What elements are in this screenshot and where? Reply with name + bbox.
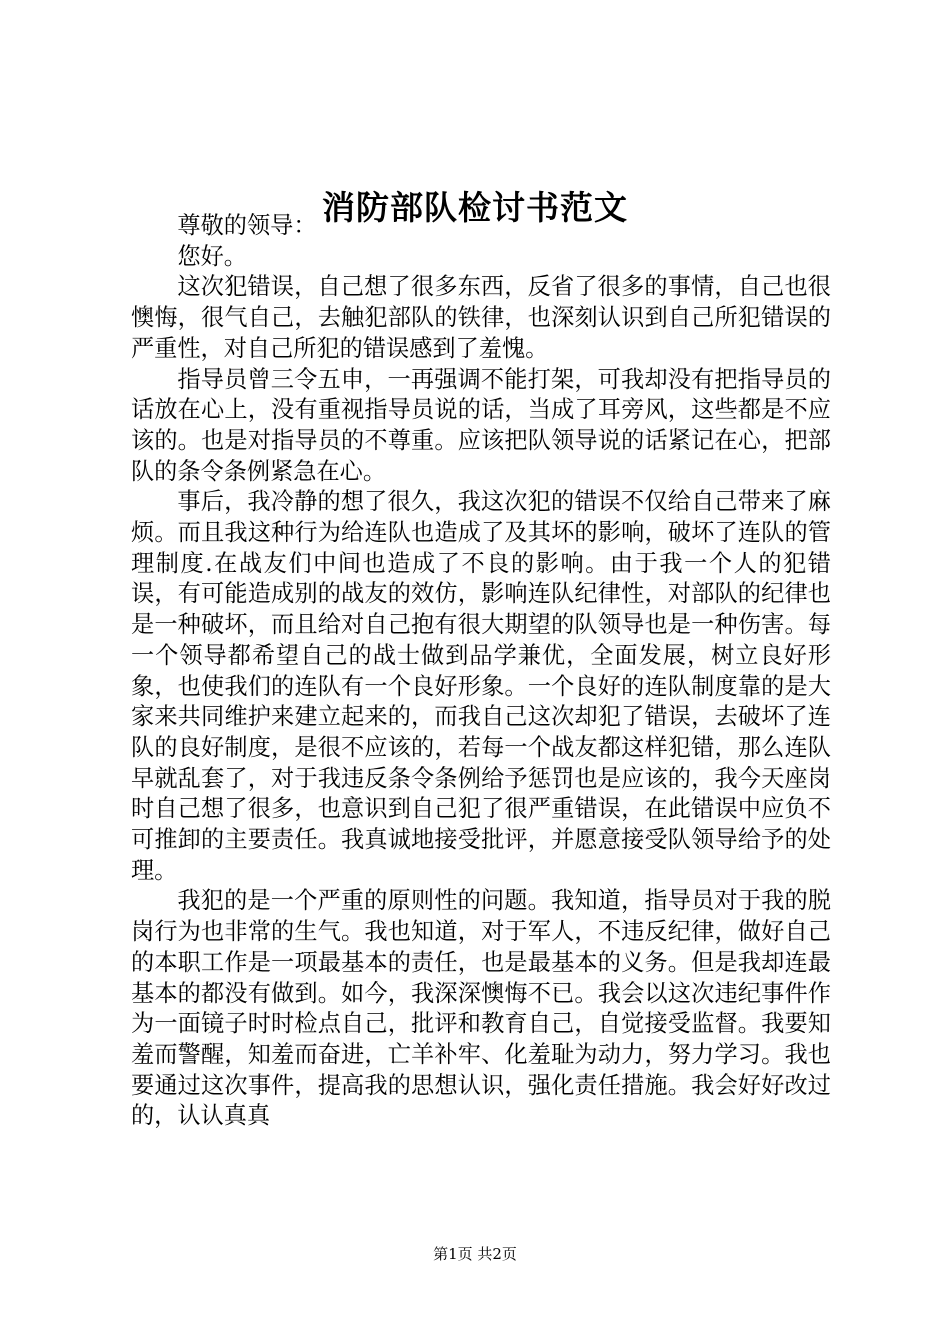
- paragraph: 这次犯错误，自己想了很多东西，反省了很多的事情，自己也很懊悔，很气自己，去触犯部队的铁律，也深刻认识到自己所犯错误的严重性，对自己所犯的错误感到了羞愧。: [131, 273, 831, 362]
- document-body: [131, 211, 831, 1132]
- paragraph-greeting: 您好。: [177, 242, 247, 270]
- paragraph: 指导员曾三令五申，一再强调不能打架，可我却没有把指导员的话放在心上，没有重视指导员说的话，当成了耳旁风，这些都是不应该的。也是对指导员的不尊重。应该把队领导说的话紧记在心，把部队的条令条例紧急在心。: [131, 365, 831, 485]
- paragraph-salutation: 尊敬的领导：: [177, 212, 317, 239]
- page-number: 第1页 共2页: [433, 1245, 517, 1263]
- paragraph: 事后，我冷静的想了很久，我这次犯的错误不仅给自己带来了麻烦。而且我这种行为给连队也造成了及其坏的影响，破坏了连队的管理制度.在战友们中间也造成了不良的影响。由于我一个人的犯错误，有可能造成别的战友的效仿，影响连队纪律性，对部队的纪律也是一种破坏，而且给对自己抱有很大期望的队领导也是一种伤害。每一个领导都希望自己的战士做到品学兼优，全面发展，树立良好形象，也使我们的连队有一个良好形象。一个良好的连队制度靠的是大家来共同维护来建立起来的，而我自己这次却犯了错误，去破坏了连队的良好制度，是很不应该的，若每一个战友都这样犯错，那么连队早就乱套了，对于我违反条令条例给予惩罚也是应该的，我今天座岗时自己想了很多，也意识到自己犯了很严重错误，在此错误中应负不可推卸的主要责任。我真诚地接受批评，并愿意接受队领导给予的处理。: [131, 488, 831, 884]
- paragraph: 我犯的是一个严重的原则性的问题。我知道，指导员对于我的脱岗行为也非常的生气。我也知道，对于军人，不违反纪律，做好自己的本职工作是一项最基本的责任，也是最基本的义务。但是我却连最基本的都没有做到。如今，我深深懊悔不已。我会以这次违纪事件作为一面镜子时时检点自己，批评和教育自己，自觉接受监督。我要知羞而警醒，知羞而奋进，亡羊补牢、化羞耻为动力，努力学习。我也要通过这次事件，提高我的思想认识，强化责任措施。我会好好改过的，认认真真: [131, 887, 831, 1130]
- document-title: 消防部队检讨书范文: [322, 188, 628, 227]
